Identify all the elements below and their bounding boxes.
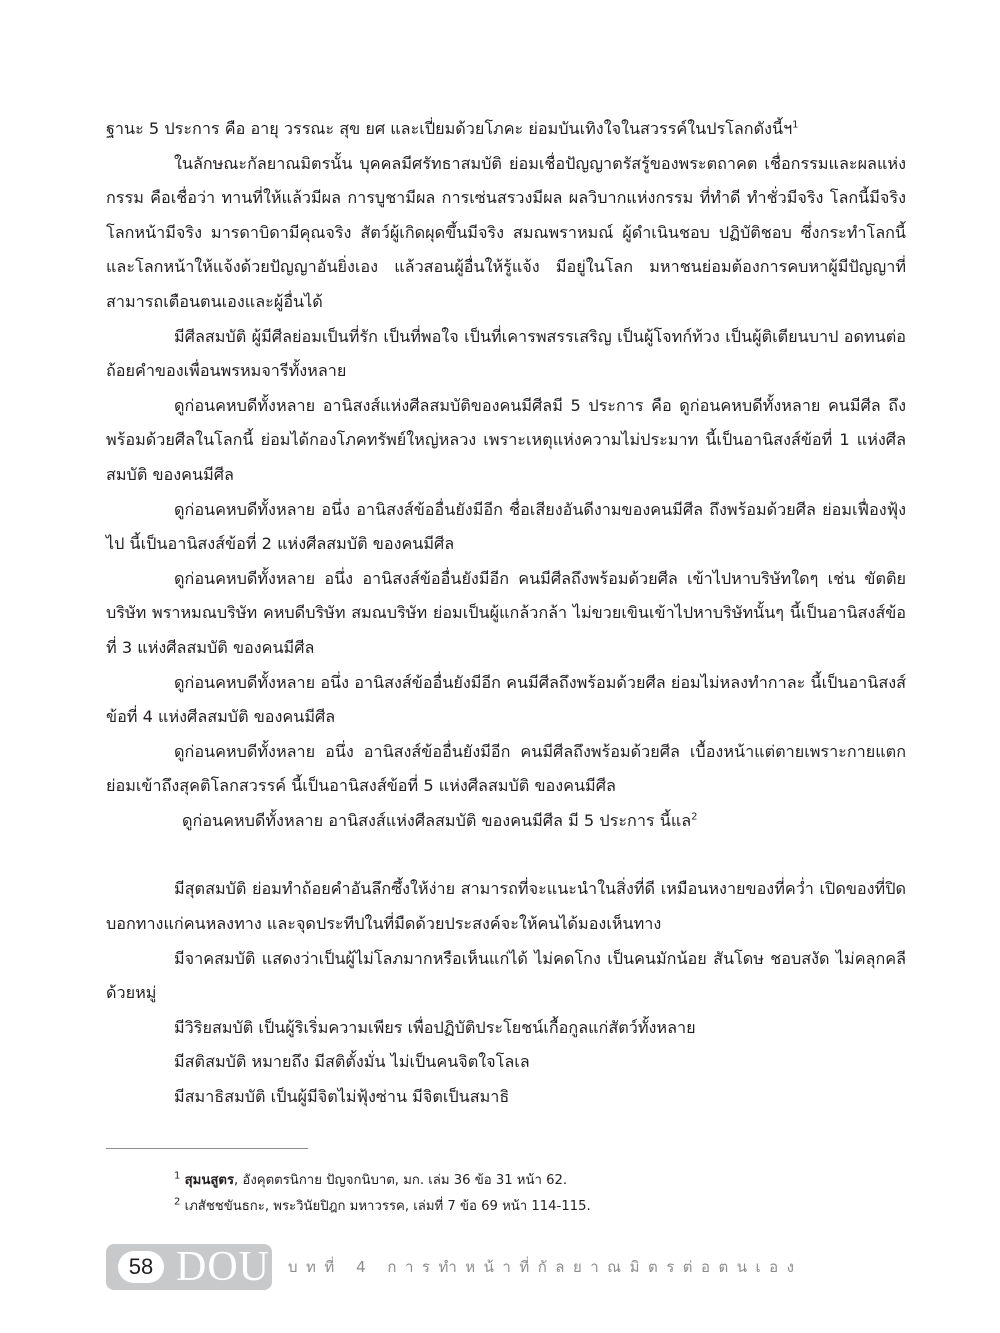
footnote <box>174 1168 894 1194</box>
paragraph: มีศีลสมบัติ ผู้มีศีลย่อมเป็นที่รัก เป็นที่พอใจ เป็นที่เคารพสรรเสริญ เป็นผู้โจทก์ท้วง เป็นผู้ติเตียนบาป อดทนต่อถ้อยคำของเพื่อนพรหมจารีทั้งหลาย <box>106 326 906 381</box>
body-text <box>106 112 906 1115</box>
footnote-ref[interactable]: 2 <box>691 811 698 823</box>
paragraph: ในลักษณะกัลยาณมิตรนั้น บุคคลมีศรัทธาสมบัติ ย่อมเชื่อปัญญาตรัสรู้ของพระตถาคต เชื่อกรรมและผลแห่งกรรม คือเชื่อว่า ทานที่ให้แล้วมีผล การบูชามีผล การเซ่นสรวงมีผล ผลวิบากแห่งกรรม ที่ทำดี ทำชั่วมีจริง โลกนี้มีจริง โลกหน้ามีจริง มารดาบิดามีคุณจริง สัตว์ผู้เกิดผุดขึ้นมีจริง สมณพราหมณ์ ผู้ดำเนินชอบ ปฏิบัติชอบ ซึ่งกระทำโลกนี้และโลกหน้าให้แจ้งด้วยปัญญาอันยิ่งเอง แล้วสอนผู้อื่นให้รู้แจ้ง มีอยู่ในโลก มหาชนย่อมต้องการคบหาผู้มีปัญญาที่สามารถเตือนตนเองและผู้อื่นได้ <box>106 153 906 311</box>
chapter-title: บทที่ 4 การทำหน้าที่กัลยาณมิตรต่อตนเอง <box>288 1258 803 1276</box>
paragraph <box>106 112 906 147</box>
paragraph: มีจาคสมบัติ แสดงว่าเป็นผู้ไม่โลภมากหรือเห็นแก่ได้ ไม่คดโกง เป็นคนมักน้อย สันโดษ ชอบสงัด ไม่คลุกคลีด้วยหมู่ <box>106 948 906 1003</box>
page-number: 58 <box>118 1251 164 1283</box>
footnote-number: 1 <box>174 1170 181 1182</box>
paragraph: ดูก่อนคหบดีทั้งหลาย อานิสงส์แห่งศีลสมบัติของคนมีศีลมี 5 ประการ คือ ดูก่อนคหบดีทั้งหลาย คนมีศีล ถึงพร้อมด้วยศีลในโลกนี้ ย่อมได้กองโภคทรัพย์ใหญ่หลวง เพราะเหตุแห่งความไม่ประมาท นี้เป็นอานิสงส์ข้อที่ 1 แห่งศีลสมบัติ ของคนมีศีล <box>106 395 906 484</box>
paragraph: ดูก่อนคหบดีทั้งหลาย อนึ่ง อานิสงส์ข้ออื่นยังมีอีก คนมีศีลถึงพร้อมด้วยศีล ย่อมไม่หลงทำกาละ นี้เป็นอานิสงส์ข้อที่ 4 แห่งศีลสมบัติ ของคนมีศีล <box>106 672 906 727</box>
footnote-text: เภสัชชขันธกะ, พระวินัยปิฎก มหาวรรค, เล่มที่ 7 ข้อ 69 หน้า 114-115. <box>184 1199 591 1214</box>
paragraph <box>106 804 906 839</box>
paragraph: ดูก่อนคหบดีทั้งหลาย อนึ่ง อานิสงส์ข้ออื่นยังมีอีก คนมีศีลถึงพร้อมด้วยศีล เบื้องหน้าแต่ตายเพราะกายแตก ย่อมเข้าถึงสุคติโลกสวรรค์ นี้เป็นอานิสงส์ข้อที่ 5 แห่งศีลสมบัติ ของคนมีศีล <box>106 741 906 796</box>
paragraph: มีสุตสมบัติ ย่อมทำถ้อยคำอันลึกซึ้งให้ง่าย สามารถที่จะแนะนำในสิ่งที่ดี เหมือนหงายของที่คว่ำ เปิดของที่ปิด บอกทางแก่คนหลงทาง และจุดประทีปในที่มืดด้วยประสงค์จะให้คนได้มองเห็นทาง <box>106 879 906 934</box>
brand-logo: DOU <box>176 1244 270 1290</box>
footnote-ref[interactable]: 1 <box>792 119 799 131</box>
paragraph: มีสติสมบัติ หมายถึง มีสติตั้งมั่น ไม่เป็นคนจิตใจโลเล <box>174 1052 530 1072</box>
footnote-source-title: สุมนสูตร <box>184 1173 235 1188</box>
page-badge <box>106 1244 272 1290</box>
footnote <box>174 1194 894 1220</box>
footnote-divider <box>106 1148 308 1149</box>
paragraph-text: ฐานะ 5 ประการ คือ อายุ วรรณะ สุข ยศ และเปี่ยมด้วยโภคะ ย่อมบันเทิงใจในสวรรค์ในปรโลกดังนี้ฯ <box>106 119 793 138</box>
paragraph: มีสมาธิสมบัติ เป็นผู้มีจิตไม่ฟุ้งซ่าน มีจิตเป็นสมาธิ <box>174 1087 510 1107</box>
paragraph-text: ดูก่อนคหบดีทั้งหลาย อานิสงส์แห่งศีลสมบัติ ของคนมีศีล มี 5 ประการ นี้แล <box>182 810 692 830</box>
footnote-text: , อังคุตตรนิกาย ปัญจกนิบาต, มก. เล่ม 36 ข้อ 31 หน้า 62. <box>234 1173 568 1188</box>
page-footer <box>106 1244 803 1290</box>
footnote-number: 2 <box>174 1196 181 1208</box>
paragraph: มีวิริยสมบัติ เป็นผู้ริเริ่มความเพียร เพื่อปฏิบัติประโยชน์เกื้อกูลแก่สัตว์ทั้งหลาย <box>174 1017 696 1037</box>
footnotes <box>174 1168 894 1220</box>
paragraph: ดูก่อนคหบดีทั้งหลาย อนึ่ง อานิสงส์ข้ออื่นยังมีอีก ชื่อเสียงอันดีงามของคนมีศีล ถึงพร้อมด้วยศีล ย่อมเฟื่องฟุ้งไป นี้เป็นอานิสงส์ข้อที่ 2 แห่งศีลสมบัติ ของคนมีศีล <box>106 499 906 554</box>
paragraph: ดูก่อนคหบดีทั้งหลาย อนึ่ง อานิสงส์ข้ออื่นยังมีอีก คนมีศีลถึงพร้อมด้วยศีล เข้าไปหาบริษัทใดๆ เช่น ขัตติยบริษัท พราหมณบริษัท คหบดีบริษัท สมณบริษัท ย่อมเป็นผู้แกล้วกล้า ไม่ขวยเขินเข้าไปหาบริษัทนั้นๆ นี้เป็นอานิสงส์ข้อที่ 3 แห่งศีลสมบัติ ของคนมีศีล <box>106 568 906 657</box>
